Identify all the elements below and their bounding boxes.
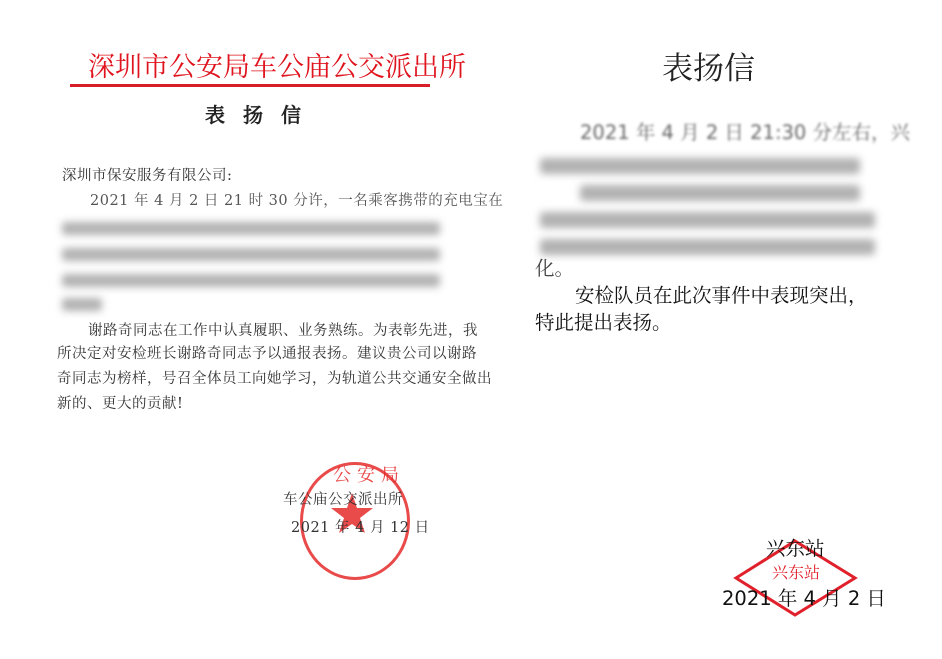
paragraph-line: 特此提出表扬。: [535, 311, 672, 334]
redacted-line: [540, 239, 875, 255]
paragraph-line: 2021 年 4 月 2 日 21:30 分左右，兴: [580, 121, 911, 144]
letterhead-rule: [70, 84, 430, 87]
signature: 兴东站: [766, 537, 825, 560]
redacted-line: [62, 298, 102, 311]
paragraph-line: 2021 年 4 月 2 日 21 时 30 分许，一名乘客携带的充电宝在: [90, 193, 504, 209]
signature: 车公庙公交派出所: [283, 492, 403, 508]
date: 2021 年 4 月 2 日: [722, 587, 886, 610]
letter-title: 表扬信: [662, 51, 755, 87]
redacted-line: [62, 248, 440, 261]
paragraph-line: 谢路奇同志在工作中认真履职、业务熟练。为表彰先进，我: [88, 323, 478, 339]
redacted-line: [62, 222, 440, 235]
seal-text: 公安局: [333, 465, 405, 486]
redacted-line: [580, 185, 860, 201]
redacted-line: [62, 274, 440, 287]
greeting: 深圳市保安服务有限公司:: [62, 168, 233, 184]
redacted-line: [540, 158, 860, 174]
paragraph-line: 新的、更大的贡献!: [57, 396, 184, 412]
letter-title: 表扬信: [205, 103, 319, 127]
paragraph-line: 所决定对安检班长谢路奇同志予以通报表扬。建议贵公司以谢路: [57, 346, 477, 362]
paragraph-line: 奇同志为榜样，号召全体员工向她学习，为轨道公共交通安全做出: [57, 371, 492, 387]
date: 2021 年 4 月 12 日: [291, 520, 430, 536]
paragraph-line: 安检队员在此次事件中表现突出，: [575, 284, 868, 307]
letterhead: 深圳市公安局车公庙公交派出所: [88, 52, 466, 83]
stamp-text: 兴东站: [772, 563, 821, 582]
paragraph-line: 化。: [535, 257, 575, 280]
redacted-line: [540, 212, 875, 228]
